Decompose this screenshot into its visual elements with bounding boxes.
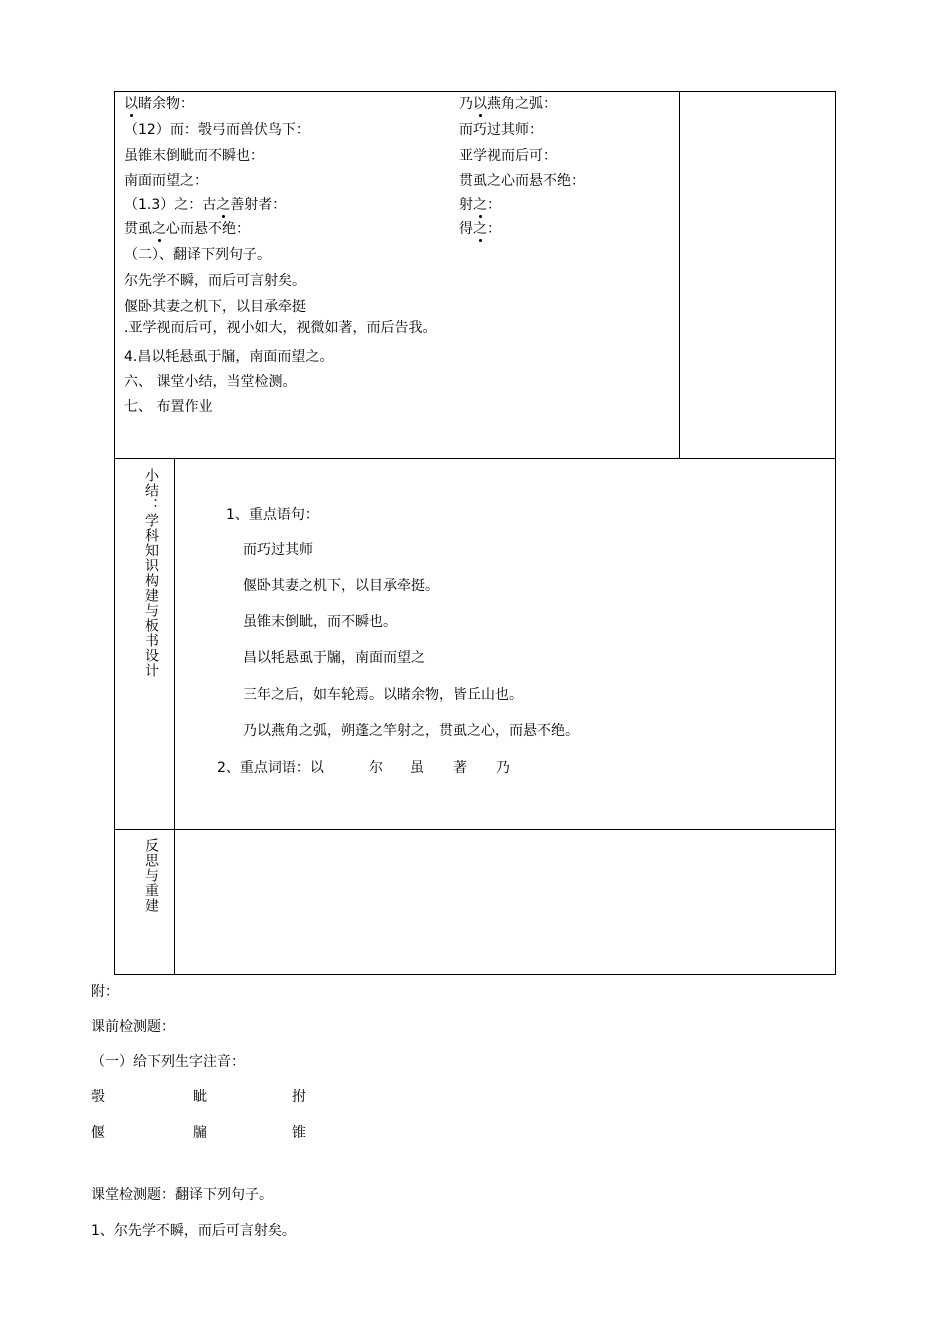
key-word-3: 著 xyxy=(453,760,467,776)
top-left-line-6: 贯虱之心而悬不绝： xyxy=(124,221,250,237)
class-test-item-1: 1、尔先学不瞬，而后可言射矣。 xyxy=(91,1223,296,1239)
row-divider-summary xyxy=(114,458,836,459)
sentence-2: 偃卧其妻之机下，以目承牵挺 xyxy=(124,299,306,315)
top-right-line-2: 而巧过其师： xyxy=(459,122,543,138)
sentence-4: 4.昌以牦悬虱于牖，南面而望之。 xyxy=(124,349,334,365)
table-border-bottom xyxy=(114,974,836,975)
top-left-line-2: （12）而：彀弓而兽伏鸟下： xyxy=(124,122,310,138)
key-word-1: 尔 xyxy=(369,760,383,776)
pinyin-heading: （一）给下列生字注音： xyxy=(91,1054,245,1070)
top-right-line-5: 射之： xyxy=(459,197,501,213)
sentence-1: 尔先学不瞬，而后可言射矣。 xyxy=(124,273,306,289)
top-right-line-1: 乃以燕角之弧： xyxy=(459,96,557,112)
summary-heading-1: 1、重点语句： xyxy=(226,507,319,523)
table-border-top xyxy=(114,91,836,92)
top-left-line-3: 虽锥末倒眦而不瞬也： xyxy=(124,148,264,164)
row-divider-reflection xyxy=(114,829,836,830)
sentence-3: .亚学视而后可，视小如大，视微如著，而后告我。 xyxy=(124,320,437,336)
top-left-line-4: 南面而望之： xyxy=(124,173,208,189)
step-6: 六、 课堂小结，当堂检测。 xyxy=(124,374,297,390)
step-7: 七、 布置作业 xyxy=(124,399,213,415)
key-sentence-2: 偃卧其妻之机下，以目承牵挺。 xyxy=(243,578,439,594)
key-word-4: 乃 xyxy=(496,760,510,776)
table-border-right xyxy=(835,91,836,975)
key-sentence-6: 乃以燕角之弧，朔蓬之竿射之，贯虱之心，而悬不绝。 xyxy=(243,723,579,739)
top-right-line-6: 得之： xyxy=(459,221,501,237)
char-row1-3: 拊 xyxy=(292,1089,306,1105)
key-sentence-1: 而巧过其师 xyxy=(243,542,313,558)
key-word-2: 虽 xyxy=(410,760,424,776)
char-row1-2: 眦 xyxy=(193,1089,207,1105)
key-sentence-4: 昌以牦悬虱于牖，南面而望之 xyxy=(243,650,425,666)
reflection-row-label: 反思与重建 xyxy=(143,838,159,913)
top-row-column-divider xyxy=(679,91,680,459)
table-border-left xyxy=(114,91,115,975)
top-left-line-5: （1.3）之：古之善射者： xyxy=(124,197,287,213)
char-row2-3: 锥 xyxy=(292,1125,306,1141)
summary-row-label: 小结：学科知识构建与板书设计 xyxy=(143,468,159,678)
top-right-line-3: 亚学视而后可： xyxy=(459,148,557,164)
translate-heading: （二）、翻译下列句子。 xyxy=(124,247,271,263)
key-sentence-3: 虽锥末倒眦，而不瞬也。 xyxy=(243,614,397,630)
pre-test-title: 课前检测题： xyxy=(91,1019,175,1035)
label-column-divider xyxy=(174,458,175,975)
top-left-line-1: 以睹余物： xyxy=(124,96,194,112)
key-sentence-5: 三年之后，如车轮焉。以睹余物，皆丘山也。 xyxy=(243,687,523,703)
appendix-label: 附： xyxy=(91,984,119,1000)
summary-heading-2: 2、重点词语：以 xyxy=(217,760,324,776)
class-test-title: 课堂检测题：翻译下列句子。 xyxy=(91,1187,273,1203)
char-row2-2: 牖 xyxy=(193,1125,207,1141)
char-row2-1: 偃 xyxy=(91,1125,105,1141)
top-right-line-4: 贯虱之心而悬不绝： xyxy=(459,173,585,189)
char-row1-1: 彀 xyxy=(91,1089,105,1105)
